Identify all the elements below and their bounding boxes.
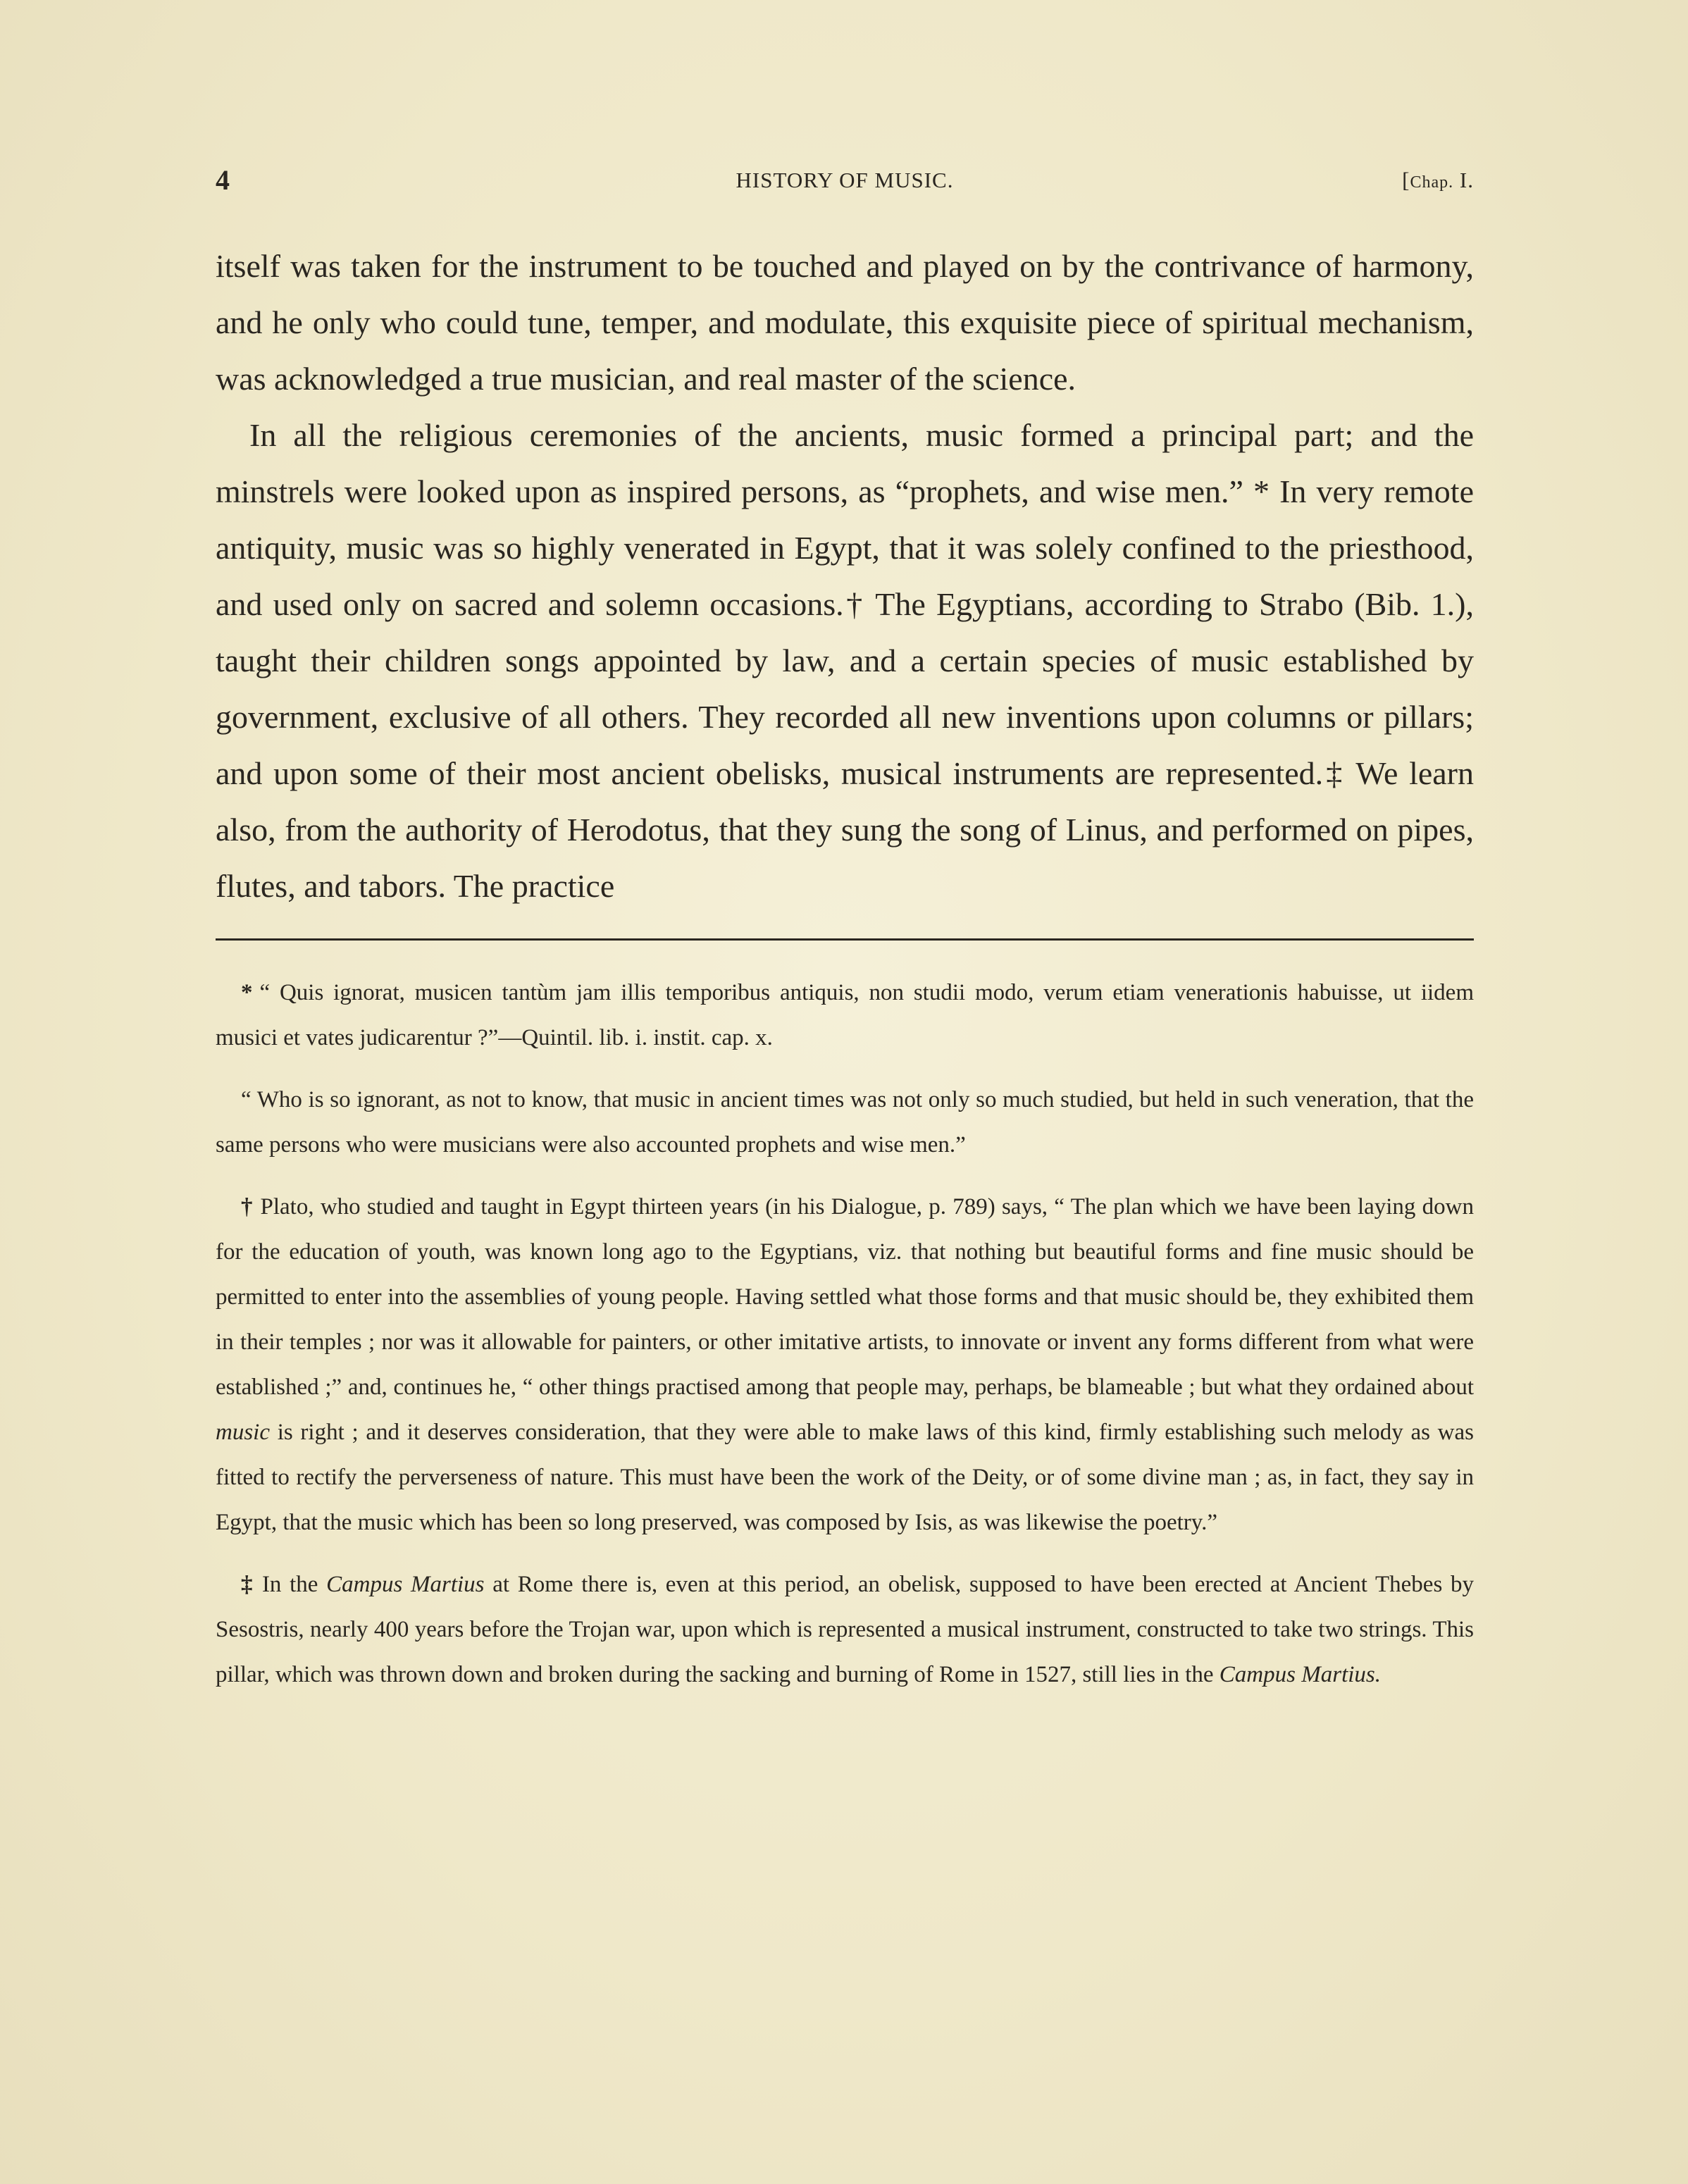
chapter-marker [1402, 168, 1474, 193]
footnote-2-text-a: Plato, who studied and taught in Egypt thirteen years (in his Dialogue, p. 789) says, “ The plan which we have been laying down for the education of youth, was known long ago to the Egyptians, viz. that nothing but beautiful forms and fine music should be permitted to enter into the assemblies of young people. Having settled what those forms and that music should be, they exhibited them in their temples ; nor was it allowable for painters, or other imitative artists, to innovate or invent any forms different from what were established ;” and, continues he, “ other things practised among that people may, perhaps, be blameable ; but what they ordained about [216, 1194, 1475, 1400]
footnote-1-latin-text: “ Quis ignorat, musicen tantùm jam illis temporibus antiquis, non studii modo, verum etiam venerationis habuisse, ut iidem musici et vates judicarentur ?”—Quintil. lib. i. instit. cap. x. [216, 980, 1474, 1050]
body-text [216, 238, 1474, 914]
footnote-1-latin [216, 970, 1474, 1060]
footnote-3-mark: ‡ [241, 1572, 255, 1597]
footnote-3 [216, 1562, 1474, 1697]
body-paragraph: In all the religious ceremonies of the ancients, music formed a principal part; and the minstrels were looked upon as inspired persons, as “prophets, and wise men.” * In very remote antiquity, music was so highly venerated in Egypt, that it was solely confined to the priesthood, and used only on sacred and solemn occasions.† The Egyptians, according to Strabo (Bib. 1.), taught their children songs appointed by law, and a certain species of music established by government, exclusive of all others. They recorded all new inventions upon columns or pillars; and upon some of their most ancient obelisks, musical instruments are represented.‡ We learn also, from the authority of Herodotus, that they sung the song of Linus, and performed on pipes, flutes, and tabors. The practice [216, 417, 1474, 904]
footnote-1-english: “ Who is so ignorant, as not to know, that music in ancient times was not only so much studied, but held in such veneration, that the same persons who were musicians were also accounted prophets and wise men.” [216, 1087, 1474, 1158]
running-title: HISTORY OF MUSIC. [736, 168, 954, 192]
footnote-2-text-b: is right ; and it deserves consideration, that they were able to make laws of this kind, firmly establishing such melody as was fitted to rectify the perverseness of nature. This must have been the work of the Deity, or of some divine man ; as, in fact, they say in Egypt, that the music which has been so long preserved, was composed by Isis, as was likewise the poetry.” [216, 1420, 1474, 1535]
body-paragraph-continued: itself was taken for the instrument to be touched and played on by the contrivance of harmony, and he only who could tune, temper, and modulate, this exquisite piece of spiritual mechanism, was acknowledged a true musician, and real master of the science. [216, 248, 1474, 397]
chapter-word: Chap. [1410, 173, 1454, 192]
footnote-3-italic-1: Campus Martius [326, 1572, 485, 1597]
chapter-number: I. [1453, 168, 1474, 192]
footnote-2-italic: music [216, 1420, 270, 1445]
chapter-bracket: [ [1402, 168, 1410, 192]
footnote-rule [216, 938, 1474, 941]
footnote-3-text-b: at Rome there is, even at this period, an obelisk, supposed to have been erected at Ancient Thebes by Sesostris, nearly 400 years before the Trojan war, upon which is represented a musical instrument, constructed to take two strings. This pillar, which was thrown down and broken during the sacking and burning of Rome in 1527, still lies in the [216, 1572, 1474, 1687]
page-number: 4 [216, 164, 230, 196]
footnotes [216, 970, 1474, 1697]
footnote-3-text-a: In the [261, 1572, 327, 1597]
footnote-2 [216, 1184, 1474, 1545]
footnote-2-mark: † [241, 1194, 254, 1220]
book-page [216, 163, 1474, 1707]
footnote-1-mark: * [241, 980, 253, 1005]
running-head [216, 163, 1474, 199]
footnote-3-italic-2: Campus Martius. [1219, 1662, 1381, 1687]
